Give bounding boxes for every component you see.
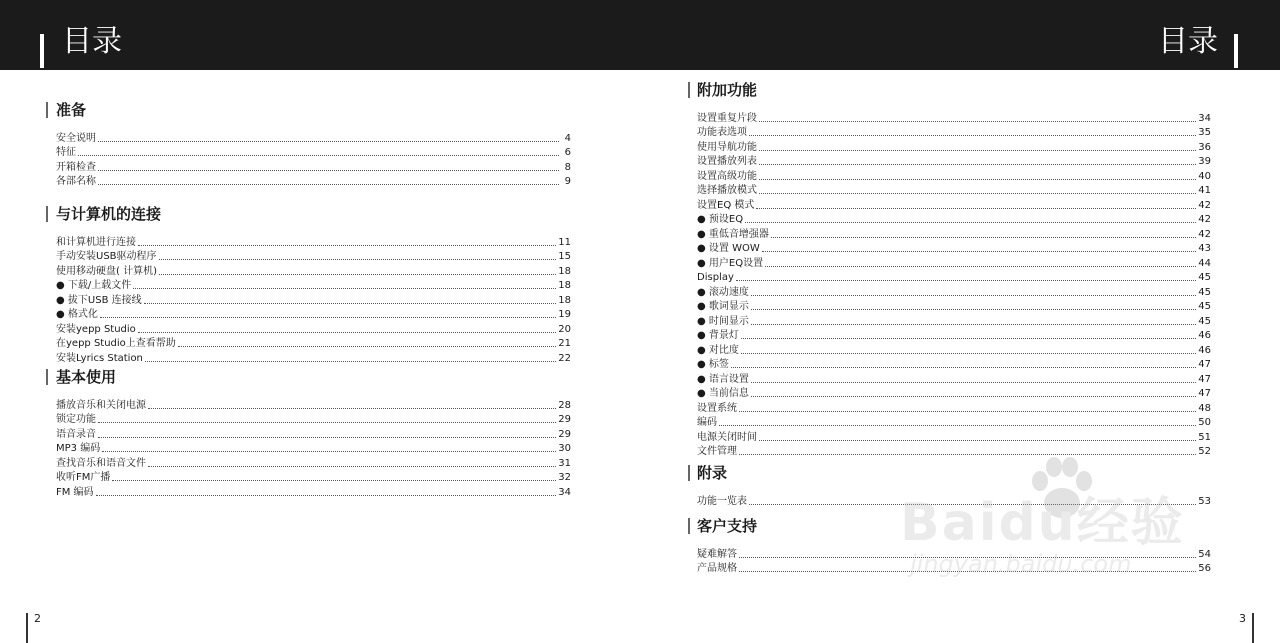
toc-entry-label: ● 背景灯 bbox=[697, 330, 739, 341]
dot-leader bbox=[756, 207, 1196, 209]
dot-leader bbox=[719, 424, 1196, 426]
toc-entry-label: 设置高级功能 bbox=[697, 170, 757, 182]
toc-entry[interactable] bbox=[697, 255, 1211, 270]
toc-entry-page: 52 bbox=[1198, 446, 1211, 457]
toc-entry-page: 45 bbox=[1198, 272, 1211, 283]
toc-entry-label: 编码 bbox=[697, 417, 717, 428]
toc-entry-label: 和计算机进行连接 bbox=[56, 236, 136, 248]
toc-entry[interactable] bbox=[697, 415, 1211, 430]
toc-section bbox=[56, 204, 571, 365]
toc-entry-label: 功能表选项 bbox=[697, 127, 747, 138]
toc-entry-label: 播放音乐和关闭电源 bbox=[56, 399, 146, 411]
section-marker bbox=[46, 369, 48, 385]
toc-entry-label: 产品规格 bbox=[697, 563, 737, 574]
section-marker bbox=[688, 82, 690, 98]
toc-entry[interactable] bbox=[697, 328, 1211, 343]
toc-entry-label: 安全说明 bbox=[56, 132, 96, 144]
toc-entry-page: 8 bbox=[564, 161, 571, 173]
toc-entry[interactable] bbox=[697, 241, 1211, 256]
toc-entry-label: ● 对比度 bbox=[697, 344, 739, 356]
toc-entry[interactable] bbox=[56, 441, 571, 456]
toc-entry[interactable] bbox=[56, 174, 571, 189]
dot-leader bbox=[759, 149, 1196, 151]
toc-entry-label: 安装Lyrics Station bbox=[56, 352, 143, 364]
toc-entry-page: 36 bbox=[1198, 141, 1211, 153]
section-title: 客户支持 bbox=[697, 517, 758, 535]
toc-entry[interactable] bbox=[56, 292, 571, 307]
toc-entry[interactable] bbox=[697, 342, 1211, 357]
toc-entry-label: ● 歌词显示 bbox=[697, 301, 749, 312]
watermark-url: jingyan.baidu.com bbox=[910, 550, 1132, 578]
toc-entry-page: 21 bbox=[558, 338, 571, 349]
toc-entry-page: 41 bbox=[1198, 185, 1211, 196]
dot-leader bbox=[749, 134, 1196, 136]
toc-entry-page: 56 bbox=[1198, 563, 1211, 574]
toc-section bbox=[56, 100, 571, 188]
toc-entry-label: 设置重复片段 bbox=[697, 112, 757, 124]
toc-entry-page: 4 bbox=[564, 132, 571, 144]
toc-entry-page: 11 bbox=[558, 236, 571, 248]
toc-entry-label: 语音录音 bbox=[56, 428, 96, 440]
toc-entry-label: 收听FM广播 bbox=[56, 472, 111, 483]
toc-section bbox=[56, 367, 571, 499]
dot-leader bbox=[751, 395, 1196, 397]
toc-entry-page: 29 bbox=[558, 428, 571, 440]
dot-leader bbox=[736, 279, 1196, 281]
toc-entry-label: ● 设置 WOW bbox=[697, 243, 760, 254]
toc-entry-label: ● 格式化 bbox=[56, 309, 98, 320]
toc-entry[interactable] bbox=[56, 484, 571, 499]
toc-entry[interactable] bbox=[56, 234, 571, 249]
footer-rule bbox=[26, 613, 28, 643]
toc-entry-label: 查找音乐和语音文件 bbox=[56, 457, 146, 469]
left-page bbox=[56, 0, 571, 643]
toc-entry-label: 各部名称 bbox=[56, 176, 96, 187]
dot-leader bbox=[100, 316, 556, 318]
toc-entry[interactable] bbox=[697, 226, 1211, 241]
toc-entry-page: 42 bbox=[1198, 214, 1211, 225]
toc-entry-label: 特征 bbox=[56, 147, 76, 158]
dot-leader bbox=[765, 265, 1196, 267]
toc-entry-label: 文件管理 bbox=[697, 446, 737, 457]
toc-entry[interactable] bbox=[697, 270, 1211, 285]
toc-entry-page: 9 bbox=[564, 176, 571, 187]
toc-entry[interactable] bbox=[697, 183, 1211, 198]
dot-leader bbox=[159, 258, 557, 260]
toc-entry[interactable] bbox=[56, 145, 571, 160]
toc-entry-page: 28 bbox=[558, 399, 571, 411]
toc-entry-page: 45 bbox=[1198, 315, 1211, 327]
toc-entry-page: 31 bbox=[558, 457, 571, 469]
toc-entry[interactable] bbox=[697, 357, 1211, 372]
dot-leader bbox=[731, 366, 1196, 368]
toc-entry[interactable] bbox=[697, 284, 1211, 299]
dot-leader bbox=[751, 294, 1196, 296]
toc-entry-page: 18 bbox=[558, 280, 571, 291]
title-accent-bar bbox=[40, 34, 44, 68]
toc-entry[interactable] bbox=[56, 278, 571, 293]
dot-leader bbox=[98, 169, 559, 171]
toc-entry-label: ● 预设EQ bbox=[697, 214, 744, 225]
dot-leader bbox=[759, 439, 1196, 441]
toc-entry[interactable] bbox=[56, 350, 571, 365]
toc-entry-label: Display bbox=[697, 272, 734, 283]
toc-entry[interactable] bbox=[56, 397, 571, 412]
toc-entry-label: 设置播放列表 bbox=[697, 156, 757, 167]
toc-entry-page: 30 bbox=[558, 443, 571, 454]
section-title: 附加功能 bbox=[697, 81, 758, 99]
dot-leader bbox=[751, 308, 1196, 310]
toc-entry[interactable] bbox=[56, 307, 571, 322]
dot-leader bbox=[759, 178, 1196, 180]
toc-entry[interactable] bbox=[697, 154, 1211, 169]
dot-leader bbox=[145, 360, 556, 362]
toc-entry-page: 46 bbox=[1198, 330, 1211, 341]
toc-entry[interactable] bbox=[697, 313, 1211, 328]
dot-leader bbox=[739, 410, 1196, 412]
toc-entry[interactable] bbox=[697, 197, 1211, 212]
toc-entry-page: 47 bbox=[1198, 359, 1211, 370]
section-marker bbox=[688, 465, 690, 481]
toc-entry[interactable] bbox=[56, 470, 571, 485]
dot-leader bbox=[751, 381, 1196, 383]
toc-entry-page: 35 bbox=[1198, 127, 1211, 138]
page-title-right: 目录 bbox=[1158, 24, 1218, 59]
watermark-brand: Baidu经验 bbox=[900, 493, 1185, 553]
dot-leader bbox=[96, 494, 557, 496]
dot-leader bbox=[78, 154, 559, 156]
watermark bbox=[900, 455, 1200, 595]
toc-entry[interactable] bbox=[56, 159, 571, 174]
dot-leader bbox=[741, 337, 1196, 339]
dot-leader bbox=[148, 465, 556, 467]
toc-entry-label: 设置EQ 模式 bbox=[697, 199, 755, 211]
toc-entry[interactable] bbox=[56, 426, 571, 441]
toc-entry[interactable] bbox=[697, 371, 1211, 386]
toc-entry[interactable] bbox=[697, 139, 1211, 154]
toc-entry[interactable] bbox=[697, 212, 1211, 227]
toc-entry-page: 40 bbox=[1198, 170, 1211, 182]
toc-entry-page: 29 bbox=[558, 414, 571, 425]
toc-entry-label: 使用导航功能 bbox=[697, 141, 757, 153]
page-title-left: 目录 bbox=[62, 24, 122, 59]
toc-entry[interactable] bbox=[56, 455, 571, 470]
dot-leader bbox=[759, 163, 1196, 165]
toc-entry-label: 安装yepp Studio bbox=[56, 323, 136, 335]
toc-entry-label: 使用移动硬盘( 计算机) bbox=[56, 265, 157, 277]
section-marker bbox=[46, 102, 48, 118]
section-title: 与计算机的连接 bbox=[56, 205, 162, 223]
toc-entry-page: 20 bbox=[558, 323, 571, 335]
toc-entry-page: 45 bbox=[1198, 286, 1211, 298]
toc-entry-label: 功能一览表 bbox=[697, 495, 747, 507]
dot-leader bbox=[741, 352, 1196, 354]
toc-entry-label: 设置系统 bbox=[697, 402, 737, 414]
toc-entry-page: 47 bbox=[1198, 388, 1211, 399]
page-number-left: 2 bbox=[34, 612, 41, 625]
toc-entry-label: 疑难解答 bbox=[697, 548, 737, 560]
toc-entry-page: 19 bbox=[558, 309, 571, 320]
toc-entry-page: 47 bbox=[1198, 373, 1211, 385]
toc-entry-page: 50 bbox=[1198, 417, 1211, 428]
dot-leader bbox=[138, 244, 556, 246]
toc-entry[interactable] bbox=[56, 130, 571, 145]
footer-rule bbox=[1252, 613, 1254, 643]
section-title: 准备 bbox=[56, 101, 87, 119]
toc-entry-label: ● 拔下USB 连接线 bbox=[56, 294, 142, 306]
toc-entry-label: 手动安装USB驱动程序 bbox=[56, 251, 157, 262]
toc-entry-label: ● 当前信息 bbox=[697, 388, 749, 399]
dot-leader bbox=[133, 287, 556, 289]
dot-leader bbox=[98, 140, 559, 142]
toc-section bbox=[697, 80, 1211, 458]
toc-entry[interactable] bbox=[697, 110, 1211, 125]
section-marker bbox=[46, 206, 48, 222]
toc-entry-label: ● 语言设置 bbox=[697, 373, 749, 385]
toc-entry-page: 34 bbox=[1198, 112, 1211, 124]
toc-entry-label: ● 标签 bbox=[697, 359, 729, 370]
dot-leader bbox=[759, 120, 1196, 122]
toc-entry[interactable] bbox=[697, 386, 1211, 401]
dot-leader bbox=[98, 436, 556, 438]
toc-entry[interactable] bbox=[56, 249, 571, 264]
toc-entry-label: 锁定功能 bbox=[56, 414, 96, 425]
toc-entry[interactable] bbox=[697, 125, 1211, 140]
dot-leader bbox=[759, 192, 1196, 194]
section-marker bbox=[688, 518, 690, 534]
toc-entry-page: 53 bbox=[1198, 495, 1211, 507]
dot-leader bbox=[771, 236, 1196, 238]
dot-leader bbox=[98, 183, 559, 185]
toc-entry-label: 开箱检查 bbox=[56, 161, 96, 173]
toc-entry[interactable] bbox=[56, 336, 571, 351]
section-title: 基本使用 bbox=[56, 368, 117, 386]
toc-entry-page: 46 bbox=[1198, 344, 1211, 356]
toc-entry-label: ● 用户EQ设置 bbox=[697, 257, 764, 269]
dot-leader bbox=[159, 273, 556, 275]
toc-entry-label: ● 下载/上载文件 bbox=[56, 280, 132, 291]
toc-entry-label: 选择播放模式 bbox=[697, 185, 757, 196]
toc-entry-page: 18 bbox=[558, 265, 571, 277]
dot-leader bbox=[102, 450, 556, 452]
dot-leader bbox=[178, 345, 556, 347]
title-accent-bar bbox=[1234, 34, 1238, 68]
toc-entry-page: 42 bbox=[1198, 228, 1211, 240]
toc-entry-label: ● 时间显示 bbox=[697, 315, 749, 327]
page-number-right: 3 bbox=[1239, 612, 1246, 625]
dot-leader bbox=[138, 331, 556, 333]
toc-entry-label: ● 滚动速度 bbox=[697, 286, 749, 298]
toc-entry-label: 电源关闭时间 bbox=[697, 431, 757, 443]
toc-entry-label: MP3 编码 bbox=[56, 443, 101, 454]
toc-entry-label: ● 重低音增强器 bbox=[697, 228, 769, 240]
toc-entry-label: FM 编码 bbox=[56, 486, 94, 498]
toc-entry[interactable] bbox=[697, 400, 1211, 415]
toc-entry-page: 42 bbox=[1198, 199, 1211, 211]
toc-entry[interactable] bbox=[56, 412, 571, 427]
toc-entry-page: 48 bbox=[1198, 402, 1211, 414]
toc-entry-page: 6 bbox=[564, 147, 571, 158]
toc-entry-page: 15 bbox=[558, 251, 571, 262]
toc-entry[interactable] bbox=[56, 263, 571, 278]
dot-leader bbox=[98, 421, 556, 423]
toc-entry-page: 45 bbox=[1198, 301, 1211, 312]
toc-entry-page: 34 bbox=[558, 486, 571, 498]
toc-entry-page: 32 bbox=[558, 472, 571, 483]
toc-entry[interactable] bbox=[697, 429, 1211, 444]
toc-entry-page: 44 bbox=[1198, 257, 1211, 269]
toc-entry[interactable] bbox=[56, 321, 571, 336]
toc-entry-page: 43 bbox=[1198, 243, 1211, 254]
section-title: 附录 bbox=[697, 464, 728, 482]
dot-leader bbox=[112, 479, 556, 481]
dot-leader bbox=[762, 250, 1197, 252]
dot-leader bbox=[144, 302, 557, 304]
toc-entry-label: 在yepp Studio上查看帮助 bbox=[56, 338, 176, 349]
dot-leader bbox=[751, 323, 1196, 325]
toc-entry-page: 51 bbox=[1198, 431, 1211, 443]
toc-entry-page: 39 bbox=[1198, 156, 1211, 167]
toc-entry-page: 18 bbox=[558, 294, 571, 306]
dot-leader bbox=[148, 407, 556, 409]
toc-entry[interactable] bbox=[697, 299, 1211, 314]
toc-entry[interactable] bbox=[697, 168, 1211, 183]
dot-leader bbox=[745, 221, 1196, 223]
toc-entry-page: 22 bbox=[558, 352, 571, 364]
toc-entry-page: 54 bbox=[1198, 548, 1211, 560]
